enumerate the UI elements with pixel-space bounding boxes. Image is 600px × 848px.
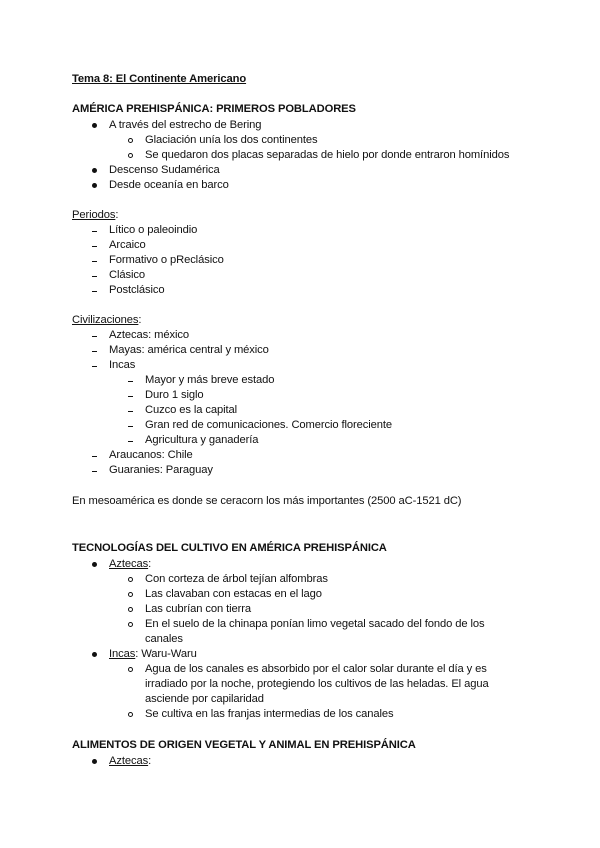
list-item: Gran red de comunicaciones. Comercio floreciente [145, 419, 393, 431]
dash-bullet-icon [128, 441, 133, 442]
list-item: Descenso Sudamérica [109, 164, 220, 176]
list-item: Formativo o pReclásico [109, 254, 224, 266]
bullet-circle-icon [128, 622, 133, 627]
bullet-circle-icon [128, 153, 133, 158]
list-item: Mayas: américa central y méxico [109, 344, 269, 356]
list-item: Agricultura y ganadería [145, 434, 259, 446]
list-item: Lítico o paleoindio [109, 224, 198, 236]
dash-bullet-icon [92, 276, 97, 277]
bullet-dot-icon [92, 183, 97, 188]
list-item: Se quedaron dos placas separadas de hielo por donde entraron homínidos [145, 149, 510, 161]
list-item: Las cubrían con tierra [145, 603, 252, 615]
section-heading-alimentos: ALIMENTOS DE ORIGEN VEGETAL Y ANIMAL EN PREHISPÁNICA [72, 739, 416, 751]
list-item: Arcaico [109, 239, 146, 251]
bullet-dot-icon [92, 123, 97, 128]
bullet-dot-icon [92, 168, 97, 173]
list-item: Aztecas: méxico [109, 329, 189, 341]
dash-bullet-icon [92, 336, 97, 337]
aztecas-row [109, 754, 151, 769]
dash-bullet-icon [92, 366, 97, 367]
civilizaciones-label-row [72, 313, 141, 328]
dash-bullet-icon [92, 261, 97, 262]
list-item: Incas [109, 359, 136, 371]
dash-bullet-icon [92, 351, 97, 352]
bullet-circle-icon [128, 592, 133, 597]
civilizaciones-label: Civilizaciones [72, 314, 139, 326]
list-item: Mayor y más breve estado [145, 374, 275, 386]
aztecas-label: Aztecas [109, 558, 149, 570]
list-item: Cuzco es la capital [145, 404, 237, 416]
list-item: Desde oceanía en barco [109, 179, 229, 191]
incas-row [109, 647, 197, 662]
civilizaciones-colon: : [138, 314, 142, 326]
periodos-colon: : [115, 209, 119, 221]
list-item: Agua de los canales es absorbido por el calor solar durante el día y es [145, 663, 487, 675]
section-heading-primeros-pobladores: AMÉRICA PREHISPÁNICA: PRIMEROS POBLADORES [72, 103, 356, 115]
list-item: Clásico [109, 269, 145, 281]
list-item: Las clavaban con estacas en el lago [145, 588, 322, 600]
bullet-dot-icon [92, 652, 97, 657]
dash-bullet-icon [92, 231, 97, 232]
dash-bullet-icon [92, 456, 97, 457]
bullet-circle-icon [128, 607, 133, 612]
dash-bullet-icon [92, 291, 97, 292]
periodos-label: Periodos [72, 209, 116, 221]
list-item: Glaciación unía los dos continentes [145, 134, 318, 146]
bullet-circle-icon [128, 667, 133, 672]
aztecas-label: Aztecas [109, 755, 149, 767]
aztecas-colon: : [148, 755, 152, 767]
incas-rest: : Waru-Waru [135, 648, 197, 660]
list-item-continuation: irradiado por la noche, protegiendo los cultivos de las heladas. El agua [145, 678, 489, 690]
list-item: Guaranies: Paraguay [109, 464, 213, 476]
list-item: Araucanos: Chile [109, 449, 193, 461]
dash-bullet-icon [128, 426, 133, 427]
bullet-dot-icon [92, 562, 97, 567]
bullet-dot-icon [92, 759, 97, 764]
list-item-continuation: asciende por capilaridad [145, 693, 264, 705]
incas-label: Incas [109, 648, 136, 660]
list-item-continuation: canales [145, 633, 183, 645]
aztecas-colon: : [148, 558, 152, 570]
list-item: A través del estrecho de Bering [109, 119, 262, 131]
dash-bullet-icon [92, 471, 97, 472]
list-item: Se cultiva en las franjas intermedias de los canales [145, 708, 394, 720]
dash-bullet-icon [92, 246, 97, 247]
document-title: Tema 8: El Continente Americano [72, 73, 247, 85]
bullet-circle-icon [128, 712, 133, 717]
dash-bullet-icon [128, 381, 133, 382]
bullet-circle-icon [128, 138, 133, 143]
list-item: Postclásico [109, 284, 165, 296]
dash-bullet-icon [128, 396, 133, 397]
aztecas-row [109, 557, 151, 572]
periodos-label-row [72, 208, 118, 223]
list-item: En el suelo de la chinapa ponían limo vegetal sacado del fondo de los [145, 618, 485, 630]
mesoamerica-note: En mesoamérica es donde se ceracorn los más importantes (2500 aC-1521 dC) [72, 495, 462, 507]
bullet-circle-icon [128, 577, 133, 582]
section-heading-tecnologias: TECNOLOGÍAS DEL CULTIVO EN AMÉRICA PREHISPÁNICA [72, 542, 387, 554]
dash-bullet-icon [128, 411, 133, 412]
list-item: Con corteza de árbol tejían alfombras [145, 573, 328, 585]
list-item: Duro 1 siglo [145, 389, 204, 401]
